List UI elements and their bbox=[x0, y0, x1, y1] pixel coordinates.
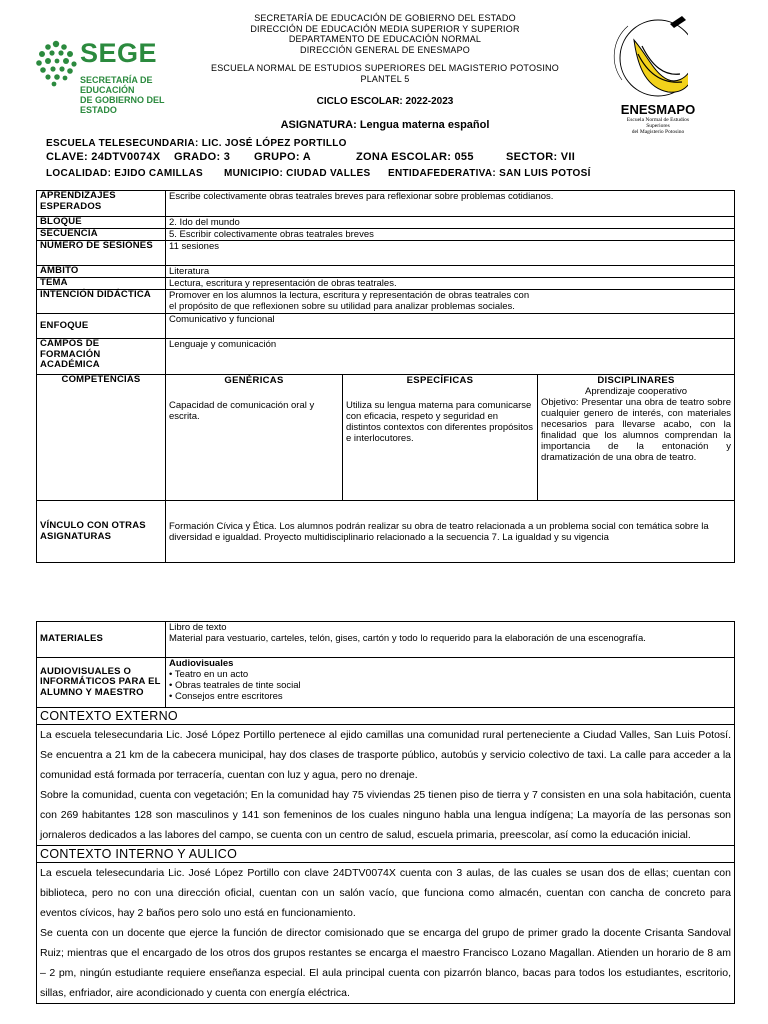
contexto-interno-title: CONTEXTO INTERNO Y AULICO bbox=[37, 846, 734, 863]
table-row bbox=[37, 314, 735, 339]
header-line: DEPARTAMENTO DE EDUCACIÓN NORMAL bbox=[288, 34, 482, 44]
enfoque-value: Comunicativo y funcional bbox=[166, 314, 735, 339]
enesmapo-sub-line: Escuela Normal de Estudios Superiores bbox=[626, 117, 690, 129]
disciplinares-label: DISCIPLINARES bbox=[597, 375, 675, 386]
localidad-info: LOCALIDAD: EJIDO CAMILLAS bbox=[46, 168, 203, 179]
audiovisuales-label: AUDIOVISUALES O INFORMÁTICOS PARA EL ALUMNO Y MAESTRO bbox=[37, 658, 166, 708]
table-row bbox=[37, 241, 735, 266]
aprendizajes-value: Escribe colectivamente obras teatrales breves para reflexionar sobre problemas cotidianos. bbox=[166, 191, 735, 217]
sector-info: SECTOR: VII bbox=[506, 151, 576, 163]
table-row bbox=[37, 278, 735, 290]
disciplinares-value: Objetivo: Presentar una obra de teatro sobre cualquier genero de interés, con materiales necesarios para llevarse acabo, con la finalidad que los alumnos comprendan la importancia de la entonación y dramatización de una obra de teatro. bbox=[541, 397, 732, 463]
enfoque-label: ENFOQUE bbox=[37, 314, 166, 339]
enesmapo-subtitle bbox=[618, 117, 698, 135]
materials-table bbox=[36, 621, 735, 1004]
list-item: • Teatro en un acto bbox=[169, 669, 249, 680]
enesmapo-emblem-icon bbox=[608, 10, 688, 102]
tema-value: Lectura, escritura y representación de obras teatrales. bbox=[166, 278, 735, 290]
genericas-value: Capacidad de comunicación oral y escrita. bbox=[169, 400, 315, 422]
sege-subtitle bbox=[80, 75, 194, 115]
header-line: SECRETARÍA DE EDUCACIÓN DE GOBIERNO DEL ESTADO bbox=[254, 13, 516, 23]
contexto-interno-p2: Se cuenta con un docente que ejerce la función de director comisionado que se encarga del grupo de primer grado la docente Crisanta Sandoval Ruiz; mientras que el encargado de los otros dos grupos restantes se encarga el maestro Francisco Lozano Magallan. Atienden un horario de 8 am – 2 pm, ningún estudiante requiere enseñanza especial. El aula principal cuenta con pizarrón blanco, bacas para todos los estudiantes, escritorio, sillas, enfriador, aire acondicionado y cuenta con energía eléctrica. bbox=[40, 927, 731, 999]
sege-logo bbox=[34, 36, 194, 115]
table-row bbox=[37, 708, 735, 846]
clave-info: CLAVE: 24DTV0074X bbox=[46, 151, 161, 163]
table-row bbox=[37, 375, 735, 501]
secuencia-value: 5. Escribir colectivamente obras teatrales breves bbox=[166, 229, 735, 241]
secuencia-label: SECUENCIA bbox=[37, 229, 166, 241]
especificas-value: Utiliza su lengua materna para comunicarse con eficacia, respeto y seguridad en distintos contextos con diferentes propósitos e interlocutores. bbox=[346, 400, 533, 444]
bloque-value: 2. Ido del mundo bbox=[166, 217, 735, 229]
table-row bbox=[37, 339, 735, 375]
materiales-line: Material para vestuario, carteles, telón, gises, cartón y todo lo requerido para la elaboración de una escenografía. bbox=[169, 633, 646, 644]
header-line: DIRECCIÓN GENERAL DE ENESMAPO bbox=[300, 44, 470, 55]
genericas-label: GENÉRICAS bbox=[224, 375, 284, 386]
audiovisuales-title: Audiovisuales bbox=[169, 658, 234, 669]
intencion-label: INTENCIÓN DIDÁCTICA bbox=[37, 290, 166, 314]
entidad-info: ENTIDAFEDERATIVA: SAN LUIS POTOSÍ bbox=[388, 168, 591, 179]
table-row bbox=[37, 266, 735, 278]
especificas-label: ESPECÍFICAS bbox=[406, 375, 474, 386]
header-line: DIRECCIÓN DE EDUCACIÓN MEDIA SUPERIOR Y SUPERIOR bbox=[250, 23, 520, 34]
table-row bbox=[37, 501, 735, 563]
table-row bbox=[37, 191, 735, 217]
grado-info: GRADO: 3 bbox=[174, 151, 231, 163]
bloque-label: BLOQUE bbox=[37, 217, 166, 229]
enesmapo-logo bbox=[598, 10, 758, 135]
sege-sub-line: SECRETARÍA DE EDUCACIÓN bbox=[80, 75, 153, 95]
intencion-line: el propósito de que reflexionen sobre su utilidad para analizar problemas sociales. bbox=[169, 301, 515, 312]
contexto-externo-p1: La escuela telesecundaria Lic. José López Portillo pertenece al ejido camillas una comunidad rural perteneciente a Ciudad Valles, San Luis Potosí. Se encuentra a 21 km de la cabecera municipal, hay dos clases de trasporte público, autobús y servicio colectivo de taxi. La calle para acceder a la comunidad está formada por terracería, cuentan con luz y agua, pero no drenaje. bbox=[40, 729, 731, 781]
zona-info: ZONA ESCOLAR: 055 bbox=[356, 151, 474, 163]
document-header bbox=[180, 13, 590, 55]
disciplinares-sub: Aprendizaje cooperativo bbox=[585, 386, 687, 397]
numero-value: 11 sesiones bbox=[166, 241, 735, 266]
materiales-line: Libro de texto bbox=[169, 622, 227, 633]
sege-leaf-icon bbox=[34, 38, 78, 88]
school-name: ESCUELA NORMAL DE ESTUDIOS SUPERIORES DEL MAGISTERIO POTOSINO bbox=[211, 63, 559, 73]
asignatura: ASIGNATURA: Lengua materna español bbox=[280, 119, 490, 131]
table-row bbox=[37, 658, 735, 708]
intencion-line: Promover en los alumnos la lectura, escritura y representación de obras teatrales con bbox=[169, 290, 530, 301]
campos-value: Lenguaje y comunicación bbox=[166, 339, 735, 375]
list-item: • Consejos entre escritores bbox=[169, 691, 283, 702]
plantel: PLANTEL 5 bbox=[360, 73, 410, 84]
contexto-externo-title: CONTEXTO EXTERNO bbox=[37, 708, 734, 725]
table-row bbox=[37, 229, 735, 241]
sege-name: SEGE bbox=[80, 38, 158, 68]
table-row bbox=[37, 846, 735, 1004]
table-row bbox=[37, 290, 735, 314]
sege-sub-line: DE GOBIERNO DEL ESTADO bbox=[80, 95, 165, 115]
especificas-cell bbox=[343, 375, 538, 501]
contexto-externo-p2: Sobre la comunidad, cuenta con vegetación; En la comunidad hay 75 viviendas 25 tienen piso de tierra y 7 consisten en una sola habitación, cuenta con 269 habitantes 128 son masculinos y 141 son femeninos de los cuales ninguno habla una lengua indígena; La mayoría de las personas son jornaleros dedicados a las labores del campo, se cuenta con un centro de salud, escuela primaria, preescolar, así como la educación inicial. bbox=[40, 789, 731, 841]
contexto-externo-cell bbox=[37, 708, 735, 846]
grupo-info: GRUPO: A bbox=[254, 151, 311, 163]
vinculo-label: VÍNCULO CON OTRAS ASIGNATURAS bbox=[37, 501, 166, 563]
vinculo-value: Formación Cívica y Ética. Los alumnos podrán realizar su obra de teatro relacionada a un problema social con temática sobre la diversidad e igualdad. Proyecto multidisciplinario relacionado a la secuencia 7. La igualdad y su vigencia bbox=[166, 501, 735, 563]
table-row bbox=[37, 622, 735, 658]
competencias-label: COMPETENCIAS bbox=[37, 375, 166, 501]
aprendizajes-label: APRENDIZAJES ESPERADOS bbox=[37, 191, 166, 217]
school-header bbox=[180, 63, 590, 84]
genericas-cell bbox=[166, 375, 343, 501]
contexto-interno-cell bbox=[37, 846, 735, 1004]
ambito-label: AMBITO bbox=[37, 266, 166, 278]
enesmapo-name: ENESMAPO bbox=[620, 102, 696, 117]
materiales-label: MATERIALES bbox=[37, 622, 166, 658]
campos-label: CAMPOS DE FORMACIÓN ACADÉMICA bbox=[37, 339, 166, 375]
ciclo-escolar: CICLO ESCOLAR: 2022-2023 bbox=[316, 96, 454, 107]
table-row bbox=[37, 217, 735, 229]
disciplinares-cell bbox=[538, 375, 735, 501]
materiales-value bbox=[166, 622, 735, 658]
contexto-interno-p1: La escuela telesecundaria Lic. José López Portillo con clave 24DTV0074X cuenta con 3 aulas, de las cuales se usan dos de ellas; cuentan con biblioteca, pero no con una dirección oficial, cuentan con un salón vacío, que funciona como almacén, cuentan con cancha de concreto para eventos cívicos, hay 2 baños pero solo uno está en funcionamiento. bbox=[40, 867, 731, 919]
numero-label: NÚMERO DE SESIONES bbox=[37, 241, 166, 266]
intencion-value bbox=[166, 290, 735, 314]
enesmapo-sub-line: del Magisterio Potosino bbox=[631, 129, 685, 135]
list-item: • Obras teatrales de tinte social bbox=[169, 680, 301, 691]
municipio-info: MUNICIPIO: CIUDAD VALLES bbox=[224, 168, 371, 179]
audiovisuales-value bbox=[166, 658, 735, 708]
planning-table bbox=[36, 190, 735, 563]
escuela-info: ESCUELA TELESECUNDARIA: LIC. JOSÉ LÓPEZ PORTILLO bbox=[46, 138, 347, 149]
tema-label: TEMA bbox=[37, 278, 166, 290]
ambito-value: Literatura bbox=[166, 266, 735, 278]
